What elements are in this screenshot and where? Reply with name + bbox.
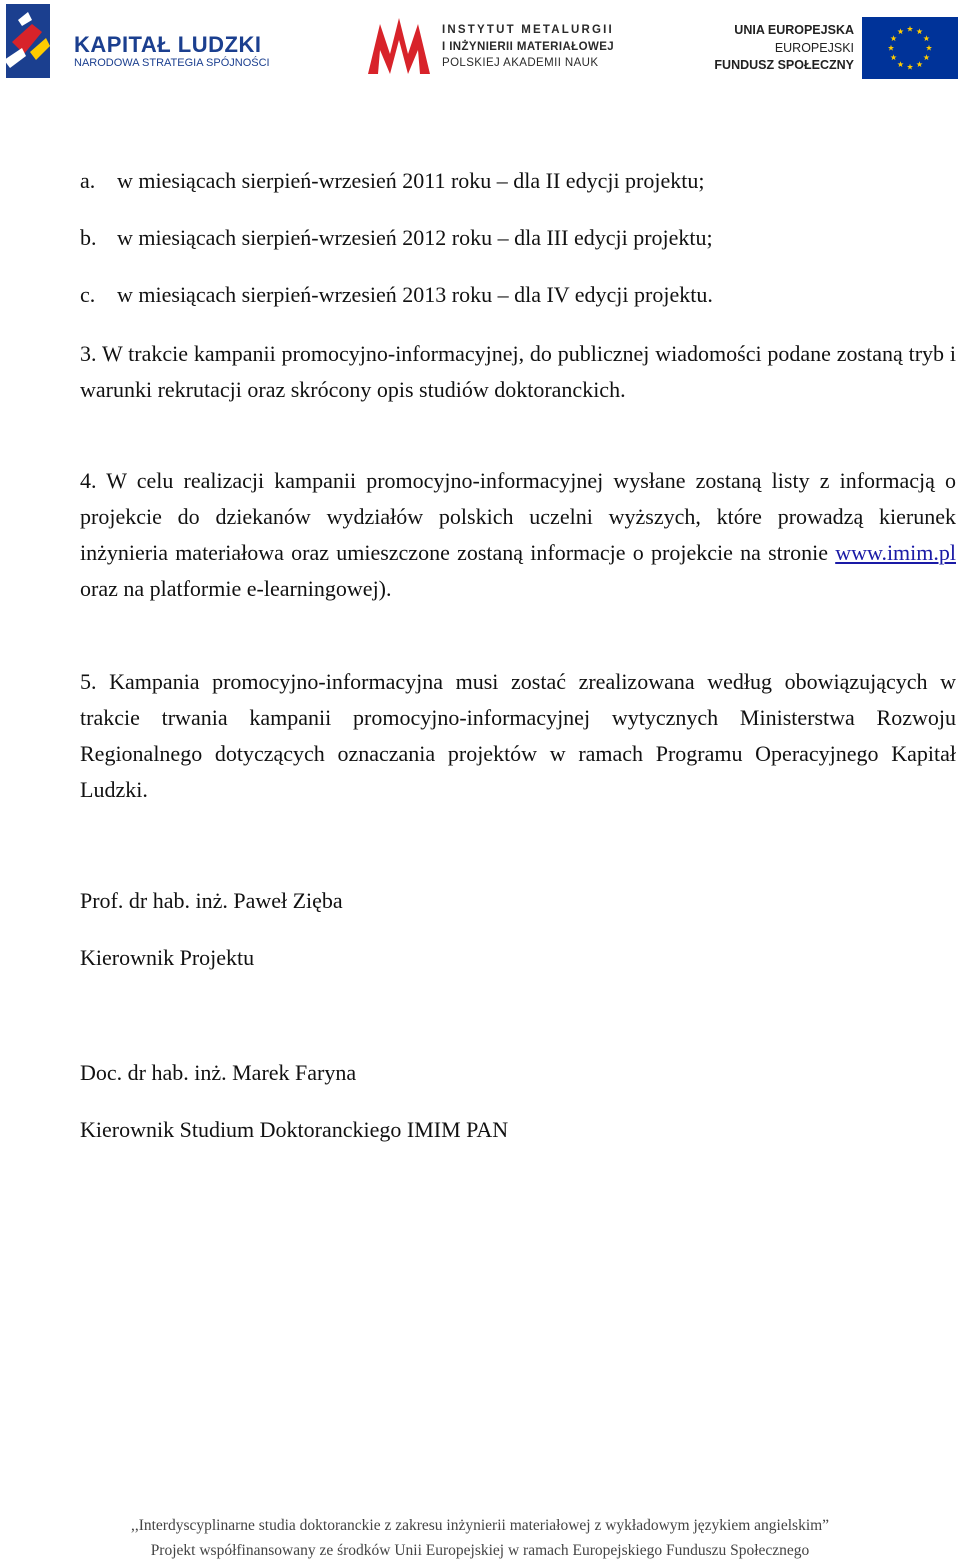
imim-logo	[366, 14, 616, 78]
footer-project-title: ,,Interdyscyplinarne studia doktoranckie z zakresu inżynierii materiałowej z wykładowym językiem angielskim”	[130, 1517, 830, 1534]
kapital-ludzki-title: KAPITAŁ LUDZKI	[74, 32, 262, 57]
imim-name-line1: INSTYTUT METALURGII	[442, 24, 614, 36]
point-5-paragraph: 5. Kampania promocyjno-informacyjna musi zostać zrealizowana według obowiązujących w trakcie trwania kampanii promocyjno-informacyjnej wytycznych Ministerstwa Rozwoju Regionalnego dotyczących oznaczania projektów w ramach Programu Operacyjnego Kapitał Ludzki.	[80, 669, 956, 802]
eu-flag-icon	[862, 17, 958, 79]
imim-emblem-icon	[366, 14, 432, 76]
signatory-2-name: Doc. dr hab. inż. Marek Faryna	[80, 1060, 357, 1085]
list-item-text: w miesiącach sierpień-wrzesień 2013 roku – dla IV edycji projektu.	[117, 282, 713, 307]
point-4-text-end: oraz na platformie e-learningowej).	[80, 576, 392, 601]
signatory-2-role: Kierownik Studium Doktoranckiego IMIM PAN	[80, 1117, 509, 1142]
footer-cofinancing-note: Projekt współfinansowany ze środków Unii Europejskiej w ramach Europejskiego Funduszu Społecznego	[150, 1542, 810, 1559]
list-item-marker: a.	[80, 168, 96, 193]
list-item-marker: c.	[80, 282, 96, 307]
list-item-text: w miesiącach sierpień-wrzesień 2011 roku – dla II edycji projektu;	[117, 168, 705, 193]
eu-logo	[714, 16, 958, 80]
imim-name-line2: I INŻYNIERII MATERIAŁOWEJ	[442, 41, 615, 53]
kapital-ludzki-emblem-icon	[2, 2, 64, 80]
eu-name-line2: EUROPEJSKI	[774, 41, 854, 55]
list-item-marker: b.	[80, 225, 97, 250]
point-4-paragraph	[80, 463, 956, 607]
list-item	[80, 166, 704, 196]
imim-name-line3: POLSKIEJ AKADEMII NAUK	[442, 57, 599, 69]
list-item	[80, 223, 713, 253]
kapital-ludzki-logo	[2, 2, 270, 82]
kapital-ludzki-subtitle: NARODOWA STRATEGIA SPÓJNOŚCI	[74, 57, 270, 69]
signatory-1-role: Kierownik Projektu	[80, 945, 255, 970]
eu-name-line3: FUNDUSZ SPOŁECZNY	[714, 58, 854, 72]
imim-website-link[interactable]: www.imim.pl	[835, 540, 956, 565]
signatory-1-name: Prof. dr hab. inż. Paweł Zięba	[80, 888, 343, 913]
eu-name-line1: UNIA EUROPEJSKA	[734, 23, 854, 37]
point-3-paragraph: 3. W trakcie kampanii promocyjno-informacyjnej, do publicznej wiadomości podane zostaną tryb i warunki rekrutacji oraz skrócony opis studiów doktoranckich.	[80, 341, 956, 402]
list-item-text: w miesiącach sierpień-wrzesień 2012 roku – dla III edycji projektu;	[117, 225, 713, 250]
point-4-text-start: 4. W celu realizacji kampanii promocyjno-informacyjnej wysłane zostaną listy z informacją o projekcie do dziekanów wydziałów polskich uczelni wyższych, które prowadzą kierunek inżynieria materiałowa oraz umieszczone zostaną informacje o projekcie na stronie	[80, 468, 956, 565]
list-item	[80, 280, 713, 310]
